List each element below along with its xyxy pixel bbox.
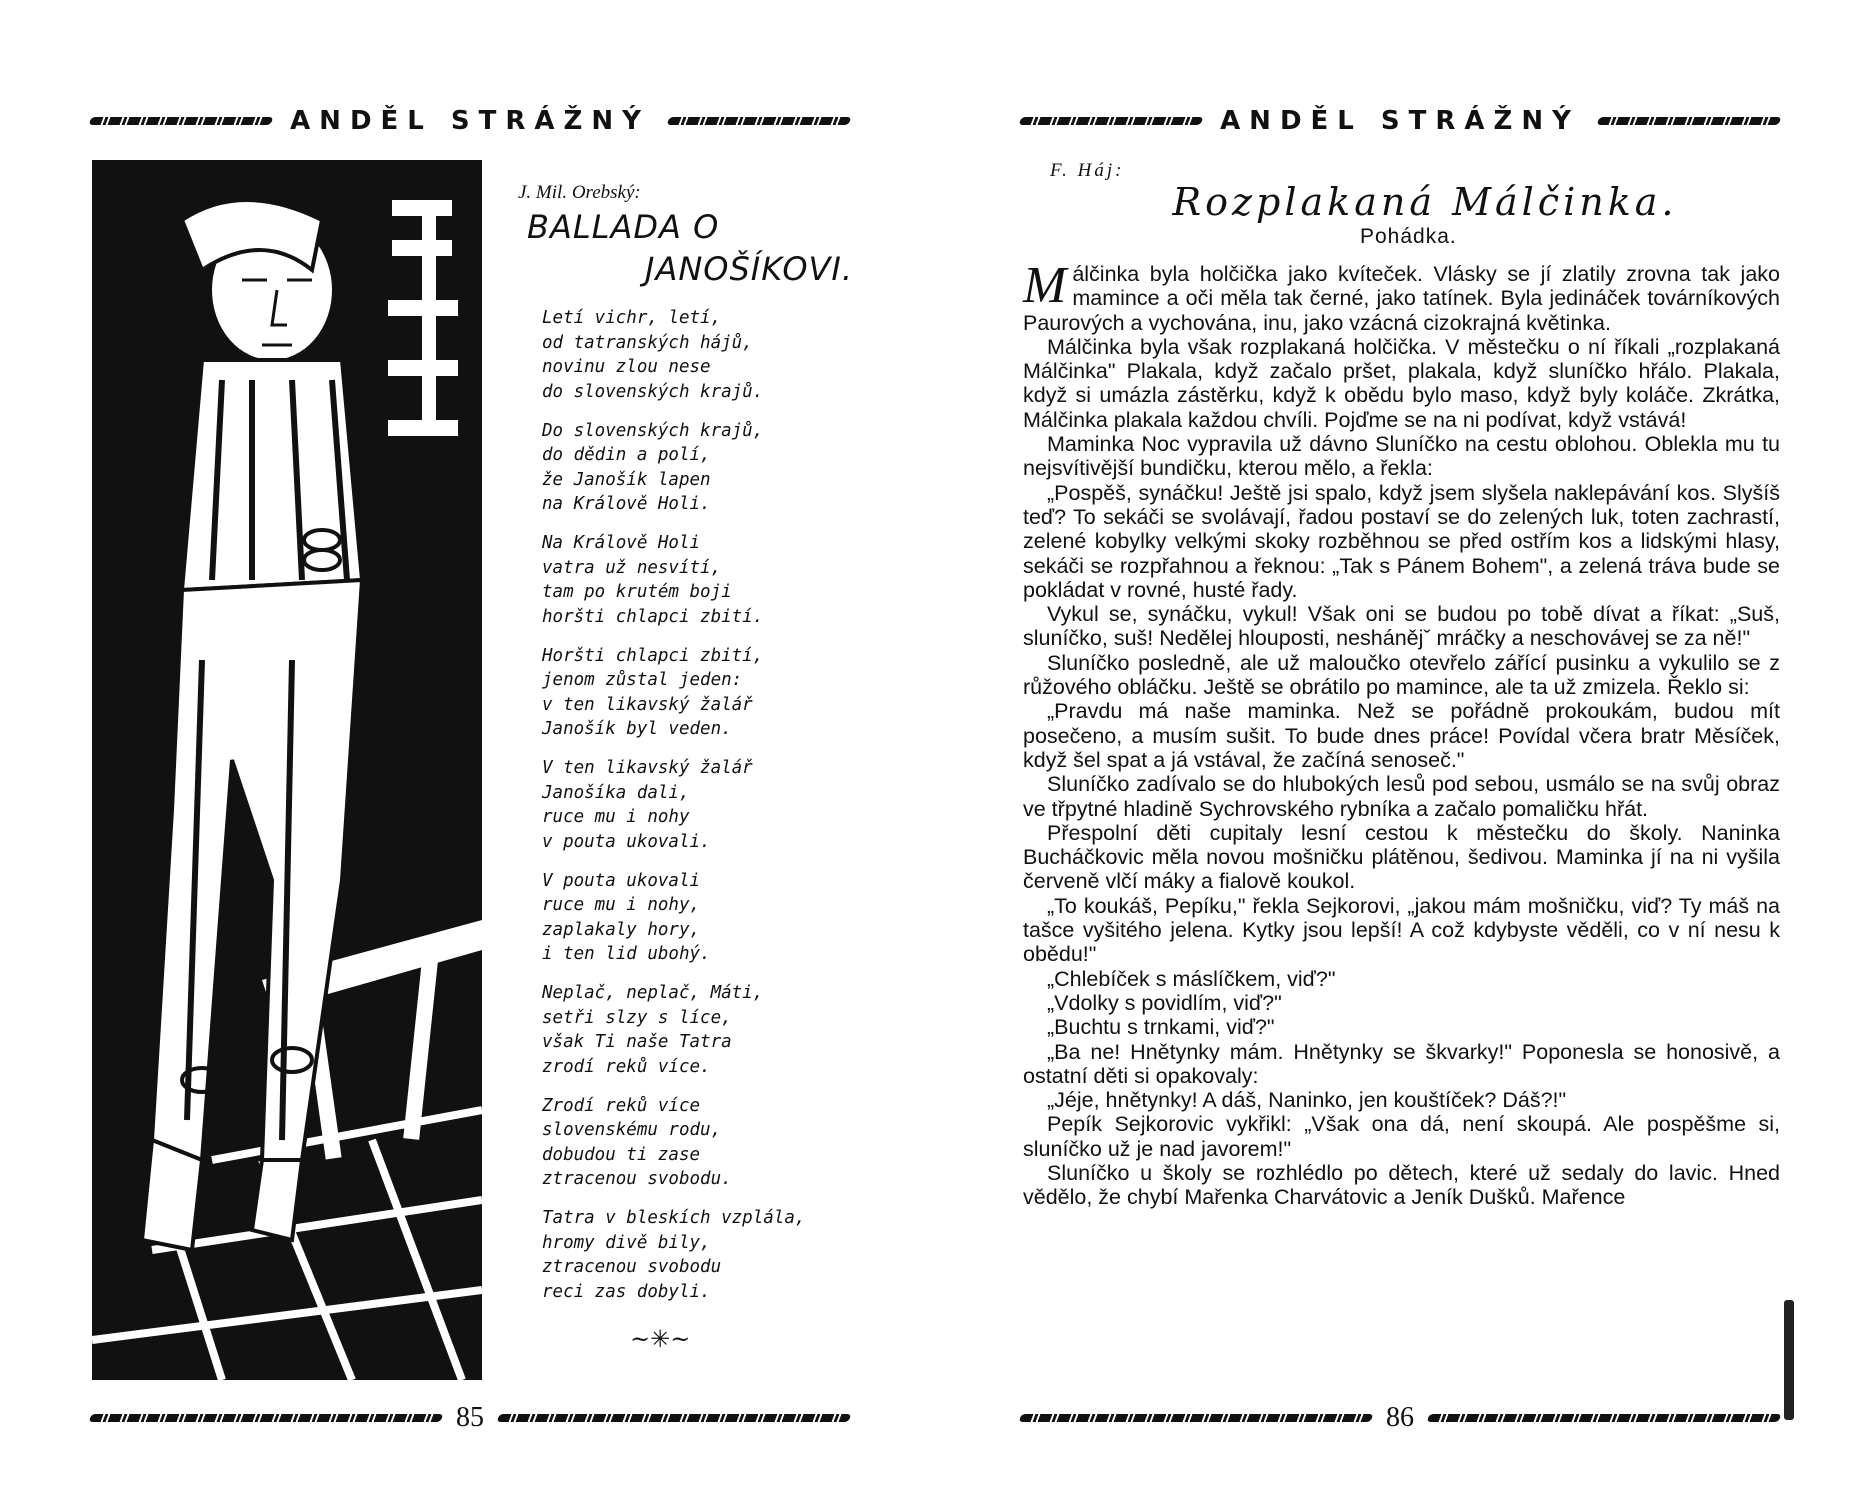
poem-line: od tatranských hájů, — [542, 332, 753, 353]
poem-line: slovenskému rodu, — [542, 1120, 722, 1140]
story-subtitle: Pohádka. — [1360, 225, 1457, 248]
poem-line: ruce mu i nohy — [542, 807, 690, 827]
margin-mark — [1784, 1300, 1794, 1420]
poem-line: vatra už nesvítí, — [542, 557, 722, 578]
running-head-left — [90, 106, 850, 136]
first-paragraph-text: álčinka byla holčička jako kvíteček. Vlásky se jí zlatily zrovna tak jako mamince a oči měla tak černé, jako tatínek. Byla jedináček továrníkových Paurových a vychována, inu, jako vzácná cizokrajná květinka. — [1023, 262, 1780, 335]
poem-stanza — [542, 756, 882, 854]
poem-line: reci zas dobyli. — [542, 1281, 711, 1302]
story-paragraph: „Chlebíček s máslíčkem, viď?" — [1047, 966, 1336, 991]
story-paragraph: „Ba ne! Hnětynky mám. Hnětynky se škvarky!" Poponesla se honosivě, a ostatní děti si opakovaly: — [1023, 1039, 1780, 1088]
poem-line: jenom zůstal jeden: — [542, 670, 743, 690]
story-paragraph: „Vdolky s povidlím, viď?" — [1047, 990, 1282, 1015]
poem-line: Horšti chlapci zbití, — [542, 645, 764, 666]
poem-line: Na Králově Holi — [542, 533, 701, 553]
poem-stanza — [542, 1094, 882, 1192]
ornament-rule — [89, 1414, 444, 1422]
running-head-right — [1020, 106, 1780, 136]
story-first-paragraph — [1023, 257, 1780, 335]
poem-line: V pouta ukovali — [542, 870, 701, 891]
end-ornament: ~✳~ — [630, 1325, 691, 1353]
story-body — [1023, 257, 1780, 1210]
poem-line: zrodí reků více. — [542, 1056, 711, 1077]
story-author: F. Háj: — [1050, 160, 1125, 181]
poem-stanza — [542, 306, 882, 404]
poem-line: Tatra v bleskích vzplála, — [542, 1208, 806, 1228]
poem-stanza — [542, 531, 882, 629]
story-paragraph: Maminka Noc vypravila už dávno Sluníčko na cestu oblohou. Oblekla mu tu nejsvítivější bundičku, kterou mělo, a řekla: — [1023, 432, 1780, 481]
poem-line: ztracenou svobodu — [542, 1257, 722, 1277]
poem-line: horšti chlapci zbití. — [542, 606, 764, 627]
poem-line: v pouta ukovali. — [542, 831, 711, 852]
poem-line: že Janošík lapen — [542, 469, 711, 490]
page-number: 86 — [1386, 1402, 1414, 1433]
ornament-rule — [1019, 117, 1204, 125]
poem-line: i ten lid ubohý. — [542, 944, 711, 964]
story-paragraph: Sluníčko zadívalo se do hlubokých lesů pod sebou, usmálo se na svůj obraz ve třpytné hladině Sychrovského rybníka a začalo pomaličku hřát. — [1023, 772, 1780, 821]
folio-left — [90, 1402, 850, 1434]
ornament-rule — [666, 117, 851, 125]
poem-title-line-1: BALLADA O — [527, 208, 720, 246]
poem-line: dobudou ti zase — [542, 1144, 701, 1165]
left-page — [0, 0, 930, 1500]
poem-line: tam po krutém boji — [542, 582, 732, 602]
poem-line: Do slovenských krajů, — [542, 420, 764, 441]
page-number: 85 — [456, 1402, 484, 1433]
poem-line: však Ti naše Tatra — [542, 1032, 732, 1052]
running-head-title: ANDĚL STRÁŽNÝ — [1220, 106, 1580, 136]
poem-stanza — [542, 869, 882, 967]
story-paragraph: Sluníčko posledně, ale už maloučko otevřelo zářící pusinku a vykulilo se z růžového obláčku. Ještě se obrátilo po mamince, ale ta už zmizela. Řeklo si: — [1023, 650, 1780, 700]
ornament-rule — [1019, 1414, 1374, 1422]
poem-line: Janošík byl veden. — [542, 719, 732, 739]
poem-line: novinu zlou nese — [542, 357, 711, 377]
poem-line: Letí vichr, letí, — [542, 308, 722, 328]
story-paragraph: „Pospěš, synáčku! Ještě jsi spalo, když jsem slyšela naklepávání kos. Slyšíš teď? To sekáči se svolávají, řadou postaví se do zelených luk, toten zachrastí, zelené kobylky velkými skoky rozběhnou se před ostřím kos a lidskými hlasy, sekáči se rozpřahnou a řeknou: „Tak s Pánem Bohem", a zelená tráva bude se pokládat v rovné, husté řady. — [1023, 480, 1780, 602]
poem-author: J. Mil. Orebský: — [518, 182, 641, 203]
poem-line: v ten likavský žalář — [542, 694, 753, 715]
poem-line: hromy divě bily, — [542, 1232, 711, 1253]
story-paragraph: Vykul se, synáčku, vykul! Však oni se budou po tobě dívat a říkat: „Suš, sluníčko, suš! Nedělej hlouposti, neshánějˇ mráčky a neschovávej se za ně!" — [1023, 602, 1780, 651]
poem-stanza — [542, 644, 882, 742]
story-paragraph: Málčinka byla však rozplakaná holčička. V městečku o ní říkali „rozplakaná Málčinka" Plakala, když začalo pršet, plakala, když sluníčko hřálo. Plakala, když si umázla zástěrku, když k obědu bylo maso, když byly koláče. Zkrátka, Málčinka plakala každou chvíli. Pojďme se na ni podívat, když vstává! — [1023, 334, 1780, 432]
poem-line: V ten likavský žalář — [542, 758, 753, 778]
poem-body — [542, 306, 882, 1319]
poem-line: zaplakaly hory, — [542, 919, 701, 940]
poem-line: ztracenou svobodu. — [542, 1169, 732, 1189]
poem-line: ruce mu i nohy, — [542, 895, 701, 915]
story-paragraph: Přespolní děti cupitaly lesní cestou k městečku do školy. Naninka Bucháčkovic měla novou mošničku plátěnou, šedivou. Maminka jí na ni vyšila červeně vlčí máky a fialově koukol. — [1023, 820, 1780, 894]
poem-stanza — [542, 1206, 882, 1304]
poem-line: setři slzy s líce, — [542, 1007, 732, 1028]
story-paragraph: Sluníčko u školy se rozhlédlo po dětech, které už sedaly do lavic. Hned vědělo, že chybí Mařenka Charvátovic a Jeník Dušků. Mařence — [1023, 1160, 1780, 1210]
poem-stanza — [542, 981, 882, 1079]
poem-line: Zrodí reků více — [542, 1095, 701, 1116]
ornament-rule — [1427, 1414, 1782, 1422]
poem-line: na Králově Holi. — [542, 494, 711, 514]
running-head-title: ANDĚL STRÁŽNÝ — [290, 106, 650, 136]
poem-line: do dědin a polí, — [542, 445, 711, 465]
poem-line: Janošíka dali, — [542, 782, 690, 803]
story-paragraph: „To koukáš, Pepíku," řekla Sejkorovi, „jakou mám mošničku, viď? Ty máš na tašce vyšitého jelena. Kytky jsou lepší! A což kdybyste věděli, co v ní nesu k obědu!" — [1023, 893, 1780, 967]
poem-stanza — [542, 419, 882, 517]
poem-title-line-2: JANOŠÍKOVI. — [645, 250, 854, 288]
poem-line: Neplač, neplač, Máti, — [542, 983, 764, 1003]
drop-cap: M — [1023, 257, 1067, 314]
story-title: Rozplakaná Málčinka. — [1172, 180, 1678, 224]
story-paragraph: „Jéje, hnětynky! A dáš, Naninko, jen kouštíček? Dáš?!" — [1047, 1088, 1567, 1113]
ornament-rule — [1596, 117, 1781, 125]
janosik-woodcut-illustration — [92, 160, 482, 1380]
folio-right — [1020, 1402, 1780, 1434]
story-paragraph: Pepík Sejkorovic vykřikl: „Však ona dá, není skoupá. Ale pospěšme si, sluníčko už je nad javorem!" — [1023, 1112, 1780, 1161]
poem-line: do slovenských krajů. — [542, 381, 764, 402]
ornament-rule — [497, 1414, 852, 1422]
story-paragraph: „Buchtu s trnkami, viď?" — [1047, 1015, 1275, 1040]
ornament-rule — [89, 117, 274, 125]
story-paragraph: „Pravdu má naše maminka. Než se pořádně prokoukám, budou mít posečeno, a musím sušit. To bude dnes práce! Povídal včera bratr Měsíček, když šel spat a já vstával, že začíná senoseč." — [1023, 699, 1780, 772]
